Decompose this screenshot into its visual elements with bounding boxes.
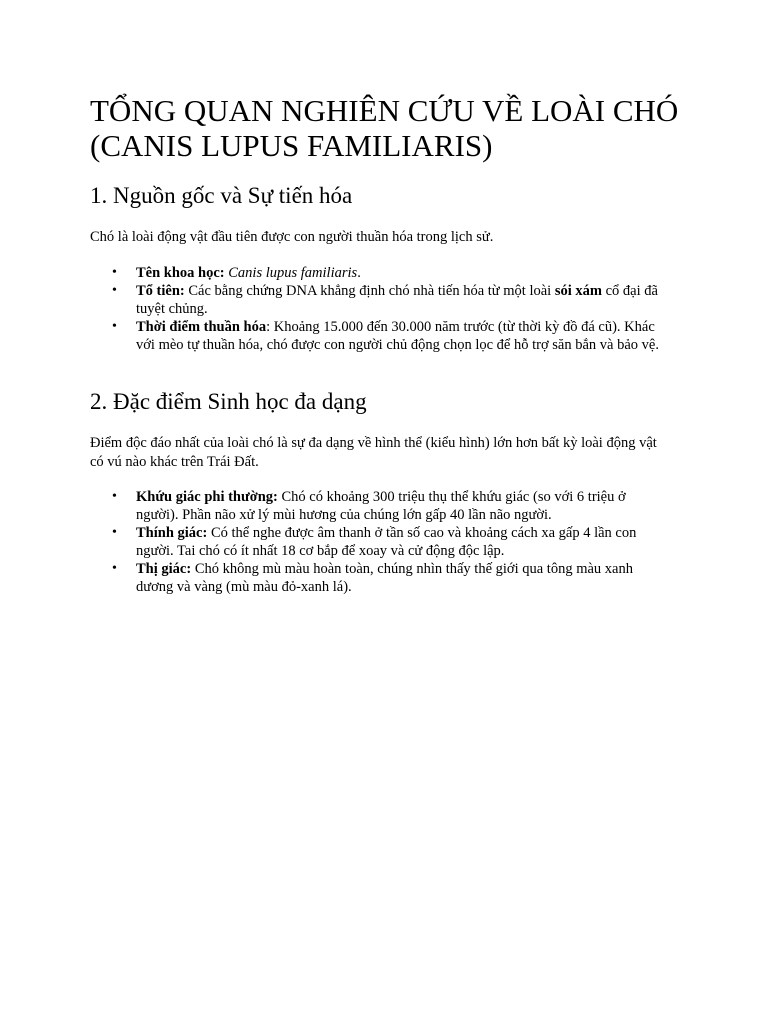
- bullet-icon: •: [112, 489, 117, 504]
- bullet-icon: •: [112, 283, 117, 298]
- item-label: Tên khoa học:: [136, 265, 225, 281]
- section-2-list: [90, 488, 670, 596]
- section-1-list: [90, 264, 670, 354]
- item-label: Thính giác:: [136, 525, 208, 541]
- item-text: Các bằng chứng DNA khẳng định chó nhà tiến hóa từ một loài: [184, 283, 555, 299]
- item-bold-text: sói xám: [554, 283, 602, 299]
- list-item-domestication-time: [90, 318, 670, 354]
- bullet-icon: •: [112, 525, 117, 540]
- item-italic-text: Canis lupus familiaris: [228, 265, 358, 281]
- bullet-icon: •: [112, 561, 117, 576]
- section-1-heading: 1. Nguồn gốc và Sự tiến hóa: [90, 183, 353, 208]
- item-label: Tổ tiên:: [136, 283, 185, 299]
- item-text: Có thể nghe được âm thanh ở tần số cao và khoảng cách xa gấp 4 lần con người. Tai chó có ít nhất 18 cơ bắp để xoay và cử động độc lập.: [136, 525, 637, 559]
- list-item-scientific-name: [90, 264, 670, 282]
- section-1-intro: Chó là loài động vật đầu tiên được con người thuần hóa trong lịch sử.: [90, 229, 494, 245]
- item-text: Chó có khoảng 300 triệu thụ thể khứu giác (so với 6 triệu ở người). Phần não xử lý mùi hương của chúng lớn gấp 40 lần não người.: [136, 489, 626, 523]
- item-text: Chó không mù màu hoàn toàn, chúng nhìn thấy thế giới qua tông màu xanh dương và vàng (mù màu đỏ-xanh lá).: [136, 561, 633, 595]
- list-item-ancestor: [90, 282, 670, 318]
- list-item-hearing: [90, 524, 670, 560]
- item-label: Thị giác:: [136, 561, 192, 577]
- list-item-smell: [90, 488, 670, 524]
- item-text: cổ đại đã tuyệt chủng.: [136, 283, 658, 317]
- section-2-intro: Điểm độc đáo nhất của loài chó là sự đa dạng về hình thể (kiểu hình) lớn hơn bất kỳ loài động vật có vú nào khác trên Trái Đất.: [90, 435, 657, 470]
- document-title: TỔNG QUAN NGHIÊN CỨU VỀ LOÀI CHÓ (CANIS LUPUS FAMILIARIS): [90, 93, 679, 163]
- item-label: Khứu giác phi thường:: [136, 489, 278, 505]
- bullet-icon: •: [112, 319, 117, 334]
- item-text: : Khoảng 15.000 đến 30.000 năm trước (từ thời kỳ đồ đá cũ). Khác với mèo tự thuần hóa, chó được con người chủ động chọn lọc để hỗ trợ săn bắn và bảo vệ.: [136, 319, 659, 353]
- item-label: Thời điểm thuần hóa: [136, 319, 267, 335]
- item-text: .: [357, 265, 361, 281]
- bullet-icon: •: [112, 265, 117, 280]
- section-2-heading: 2. Đặc điểm Sinh học đa dạng: [90, 389, 367, 414]
- list-item-vision: [90, 560, 670, 596]
